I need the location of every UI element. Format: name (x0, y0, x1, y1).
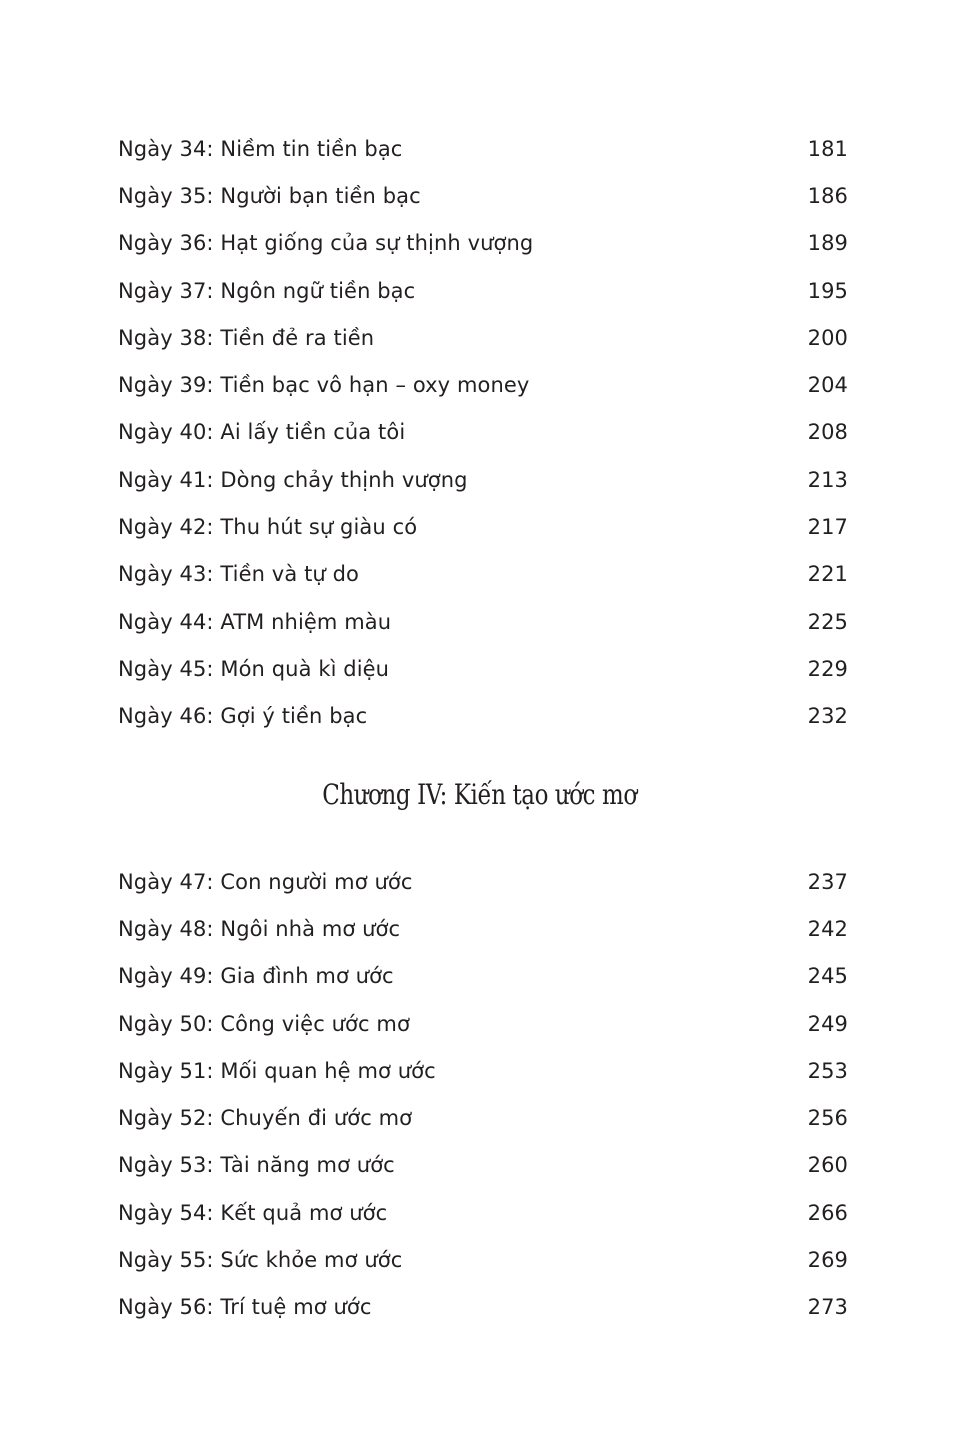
toc-list-chapter-iv (118, 858, 848, 1331)
toc-entry (118, 551, 848, 598)
toc-entry (118, 1094, 848, 1141)
toc-entry (118, 1142, 848, 1189)
toc-list-chapter-iii (118, 125, 848, 740)
toc-entry-page: 181 (807, 136, 848, 161)
toc-entry (118, 1284, 848, 1331)
toc-entry-title: Ngày 42: Thu hút sự giàu có (118, 515, 418, 540)
toc-entry-page: 208 (807, 420, 848, 445)
toc-entry-page: 213 (807, 467, 848, 492)
toc-entry-page: 260 (807, 1153, 848, 1178)
toc-entry-page: 200 (807, 325, 848, 350)
toc-entry-title: Ngày 46: Gợi ý tiền bạc (118, 704, 368, 729)
toc-entry (118, 456, 848, 503)
toc-entry-page: 249 (807, 1011, 848, 1036)
toc-entry (118, 1047, 848, 1094)
toc-entry-page: 232 (807, 704, 848, 729)
toc-entry-page: 253 (807, 1058, 848, 1083)
toc-entry (118, 361, 848, 408)
toc-entry-page: 237 (807, 869, 848, 894)
toc-entry-title: Ngày 41: Dòng chảy thịnh vượng (118, 467, 468, 492)
toc-entry-title: Ngày 54: Kết quả mơ ước (118, 1200, 388, 1225)
toc-entry-page: 217 (807, 515, 848, 540)
toc-entry-title: Ngày 43: Tiền và tự do (118, 562, 359, 587)
toc-entry (118, 645, 848, 692)
toc-entry (118, 267, 848, 314)
toc-entry (118, 1189, 848, 1236)
toc-entry (118, 1236, 848, 1283)
toc-entry-page: 245 (807, 964, 848, 989)
toc-entry-title: Ngày 45: Món quà kì diệu (118, 656, 390, 681)
toc-entry (118, 503, 848, 550)
toc-entry-title: Ngày 44: ATM nhiệm màu (118, 609, 392, 634)
toc-entry (118, 220, 848, 267)
toc-entry (118, 409, 848, 456)
toc-entry (118, 598, 848, 645)
toc-entry (118, 314, 848, 361)
toc-entry-page: 266 (807, 1200, 848, 1225)
toc-entry-title: Ngày 34: Niềm tin tiền bạc (118, 136, 403, 161)
toc-entry-title: Ngày 35: Người bạn tiền bạc (118, 183, 421, 208)
toc-entry-title: Ngày 50: Công việc ước mơ (118, 1011, 410, 1036)
toc-entry (118, 953, 848, 1000)
chapter-heading: Chương IV: Kiến tạo ước mơ (322, 778, 637, 811)
toc-entry-title: Ngày 55: Sức khỏe mơ ước (118, 1248, 403, 1273)
toc-entry-page: 229 (807, 656, 848, 681)
toc-entry-title: Ngày 47: Con người mơ ước (118, 869, 413, 894)
toc-entry-title: Ngày 40: Ai lấy tiền của tôi (118, 420, 406, 445)
toc-entry-page: 221 (807, 562, 848, 587)
toc-entry-title: Ngày 37: Ngôn ngữ tiền bạc (118, 278, 416, 303)
toc-entry (118, 858, 848, 905)
toc-entry-page: 204 (807, 373, 848, 398)
toc-entry-page: 225 (807, 609, 848, 634)
toc-entry-title: Ngày 53: Tài năng mơ ước (118, 1153, 395, 1178)
toc-entry-title: Ngày 49: Gia đình mơ ước (118, 964, 394, 989)
toc-entry-title: Ngày 52: Chuyến đi ước mơ (118, 1106, 413, 1131)
toc-entry-page: 256 (807, 1106, 848, 1131)
toc-entry-title: Ngày 39: Tiền bạc vô hạn – oxy money (118, 373, 530, 398)
toc-entry-title: Ngày 56: Trí tuệ mơ ước (118, 1295, 372, 1320)
toc-entry-title: Ngày 38: Tiền đẻ ra tiền (118, 325, 375, 350)
toc-entry (118, 125, 848, 172)
toc-entry (118, 693, 848, 740)
toc-entry (118, 1000, 848, 1047)
toc-entry-page: 242 (807, 916, 848, 941)
toc-entry-page: 195 (807, 278, 848, 303)
toc-entry-page: 186 (807, 183, 848, 208)
toc-entry-page: 189 (807, 231, 848, 256)
toc-entry-title: Ngày 36: Hạt giống của sự thịnh vượng (118, 231, 534, 256)
toc-entry-page: 269 (807, 1248, 848, 1273)
toc-entry-page: 273 (807, 1295, 848, 1320)
toc-entry (118, 905, 848, 952)
toc-entry-title: Ngày 51: Mối quan hệ mơ ước (118, 1058, 436, 1083)
toc-entry (118, 172, 848, 219)
toc-entry-title: Ngày 48: Ngôi nhà mơ ước (118, 916, 401, 941)
